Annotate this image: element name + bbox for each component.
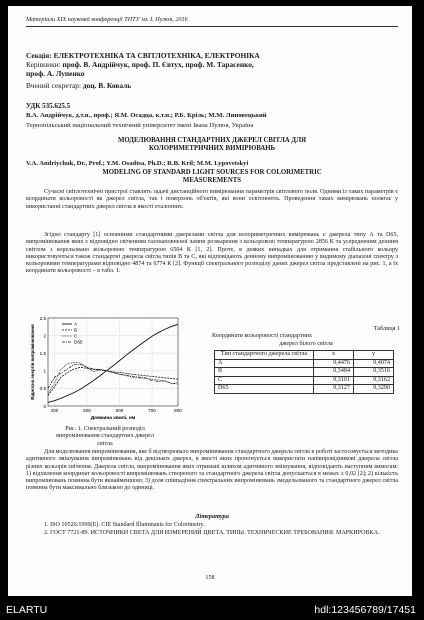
table-cell: 0,3127 (314, 385, 354, 394)
table-cell: D65 (215, 385, 314, 394)
paragraph-1: Сучасні світлотехнічні пристрої ставлять задачі дистанційного вимірювання параметрів світлового поля. Одними із таких параметрів є координати кольоровості як джерел світла, так і поверхонь об'єктів, які вони освітлюють. Проведення таких вимірювань полягає у використанні стандартних джерел світла в якості еталонних. (26, 189, 398, 210)
literature-title: Література (195, 513, 229, 520)
table-row (215, 376, 394, 385)
title-en (26, 169, 398, 185)
table-row (215, 368, 394, 377)
table-title-line-2: джерел білого світла (279, 340, 333, 347)
y-tick-label: 0 (43, 403, 46, 409)
table-cell: A (215, 359, 314, 368)
udk-code: УДК 535.625.5 (26, 102, 71, 110)
institution: Тернопільський національний технічний університет імені Івана Пулюя, Україна (26, 122, 254, 129)
spectral-distribution-chart (26, 312, 186, 422)
title-en-line-1: MODELING OF STANDARD LIGHT SOURCES FOR COLORIMETRIC (102, 169, 322, 176)
heads-line-2: проф. А. Лупенко (26, 69, 85, 78)
header-rule (26, 26, 398, 27)
legend-entry: C (74, 333, 78, 339)
table-header-row (215, 351, 394, 360)
figure-caption-line-1: Рис. 1. Спектральний розподіл (65, 426, 145, 432)
table-cell: C (215, 376, 314, 385)
page-number: 158 (205, 575, 215, 581)
figure-caption-line-2: випромінювання стандартних джерел (56, 433, 154, 440)
table-cell: 0,4476 (314, 359, 354, 368)
literature-item: 1. ISO 10526:1999(E). CIE Standard Illuminants for Colorimetry. (44, 522, 205, 528)
heads-names: проф. В. Андрійчук, проф. П. Євтух, проф. М. Тарасенко, (62, 60, 254, 69)
x-tick-label: 400 (50, 408, 59, 413)
x-tick-label: 600 (115, 408, 124, 413)
series-line-b (48, 367, 178, 395)
section-label: Секція: (26, 51, 52, 60)
document-page (8, 6, 412, 596)
table-row (215, 359, 394, 368)
figure-caption (30, 426, 180, 448)
table-row (215, 385, 394, 394)
table-header-y: y (354, 351, 394, 360)
series-line-c (48, 362, 178, 393)
legend-entry: B (74, 327, 78, 333)
table-cell: 0,3484 (314, 368, 354, 377)
series-line-d65 (48, 364, 178, 388)
authors-en: V.A. Andriychuk, Dr., Prof.; Y.M. Osadtsa, Ph.D.; R.B. Kril; M.M. Lypovetskyi (26, 160, 249, 167)
heads-line (26, 60, 254, 69)
paragraph-2: Згідно стандарту [1] основними стандартними джерелами світла для колориметричних вимірювань є джерела типу А та D65, випромінювання яких є відповідно свіченням газонаповненої лампи розжарення з кольоровою температурою 2856 К та усередненим денним світлом з корельовано кольоровою температурою 6504 К [1, 2]. Проте, в деяких випадках для отримання стабільного кольору використовуються також стандартні джерела світла типів В та С, які відповідають денному випромінюванню у видимому діапазоні спектру з кольоровими температурами відповідно 4874 та 6774 К [2]. Функції спектрального розподілу даних джерел світла представлені на рис. 1, а їх координати кольоровості – в табл. 1. (26, 232, 398, 275)
table-header-x: x (314, 351, 354, 360)
table-cell: 0,3290 (354, 385, 394, 394)
table-cell: B (215, 368, 314, 377)
table-cell: 0,3101 (314, 376, 354, 385)
x-axis-label: Довжина хвилі, нм (90, 416, 136, 421)
secretary-line (26, 81, 131, 90)
legend-entry: D65 (74, 339, 83, 345)
secretary-name: доц. В. Коваль (82, 81, 132, 90)
table-number: Таблиця 1 (373, 326, 400, 332)
title-en-line-2: MEASUREMENTS (182, 177, 242, 185)
heads-label: Керівники: (26, 60, 61, 69)
x-tick-label: 800 (174, 408, 182, 413)
paragraph-3: Для моделювання випромінювання, яке б відтворювало випромінювання стандартного джерела світла в роботі застосовується методика адитивного змішування випромінювань від декількох джерел, в якості яких пропонується використати напівпровідникові джерела світла різних кольорів свічення. Джерела світла, випромінювання яких отримані шляхом адитивного змішування, відповідають наступним вимогам: 1) відхилення координат кольоровості випромінювань створеного та стандартного джерела світла допускається в межах ± 0,02 [2]; 2) кількість випромінювань повинна бути якнайменшою; 3) доля співпадіння спектральних випромінювань змодельованого та стандартного джерел світла повинна бути максимально близькою до одиниці. (26, 449, 398, 492)
chromaticity-table (214, 350, 394, 394)
table-header-type: Тип стандартного джерела світла (215, 351, 314, 360)
y-axis-label: Відносна енергія випромінювання (30, 324, 35, 400)
running-header: Матеріали ХІХ наукової конференції ТНТУ ім. І. Пулюя, 2016 (26, 16, 188, 23)
handle-link[interactable]: hdl:123456789/17451 (314, 604, 416, 616)
figure-caption-line-3: світла (97, 440, 113, 447)
table-title (212, 326, 400, 348)
y-tick-label: 1.5 (39, 351, 46, 356)
title-ua (26, 137, 398, 153)
title-ua-line-1: МОДЕЛЮВАННЯ СТАНДАРТНИХ ДЖЕРЕЛ СВІТЛА ДЛЯ (117, 137, 307, 144)
table-cell: 0,3516 (354, 368, 394, 377)
y-tick-label: 2.5 (39, 315, 46, 321)
literature-item: 2. ГОСТ 7721-89. ИСТОЧНИКИ СВЕТА ДЛЯ ИЗМЕРЕНИЙ ЦВЕТА. ТИПЫ. ТЕХНИЧЕСКИЕ ТРЕБОВАНИЯ. МАРКИРОВКА. (44, 530, 380, 536)
table-title-line-1: Координати кольоровості стандартних (212, 333, 313, 340)
y-tick-label: 0.5 (39, 386, 46, 392)
table-cell: 0,3162 (354, 376, 394, 385)
x-tick-label: 700 (148, 408, 156, 413)
plot-frame (48, 318, 178, 406)
y-tick-label: 2 (43, 333, 46, 339)
legend-entry: A (74, 321, 78, 327)
secretary-label: Вчений секретар: (26, 81, 82, 90)
title-ua-line-2: КОЛОРИМЕТРИЧНИХ ВИМІРЮВАНЬ (148, 145, 276, 153)
section-name: ЕЛЕКТРОТЕХНІКА ТА СВІТЛОТЕХНІКА, ЕЛЕКТРОНІКА (53, 51, 260, 60)
repository-label: ELARTU (6, 604, 48, 616)
table-cell: 0,4074 (354, 359, 394, 368)
section-line (26, 51, 260, 60)
x-tick-label: 500 (83, 408, 91, 413)
y-tick-label: 1 (43, 368, 46, 374)
authors-ua: В.А. Андрійчук, д.т.н., проф.; Я.М. Осадца, к.т.н.; Р.Б. Кріль; М.М. Липовецький (26, 112, 267, 119)
